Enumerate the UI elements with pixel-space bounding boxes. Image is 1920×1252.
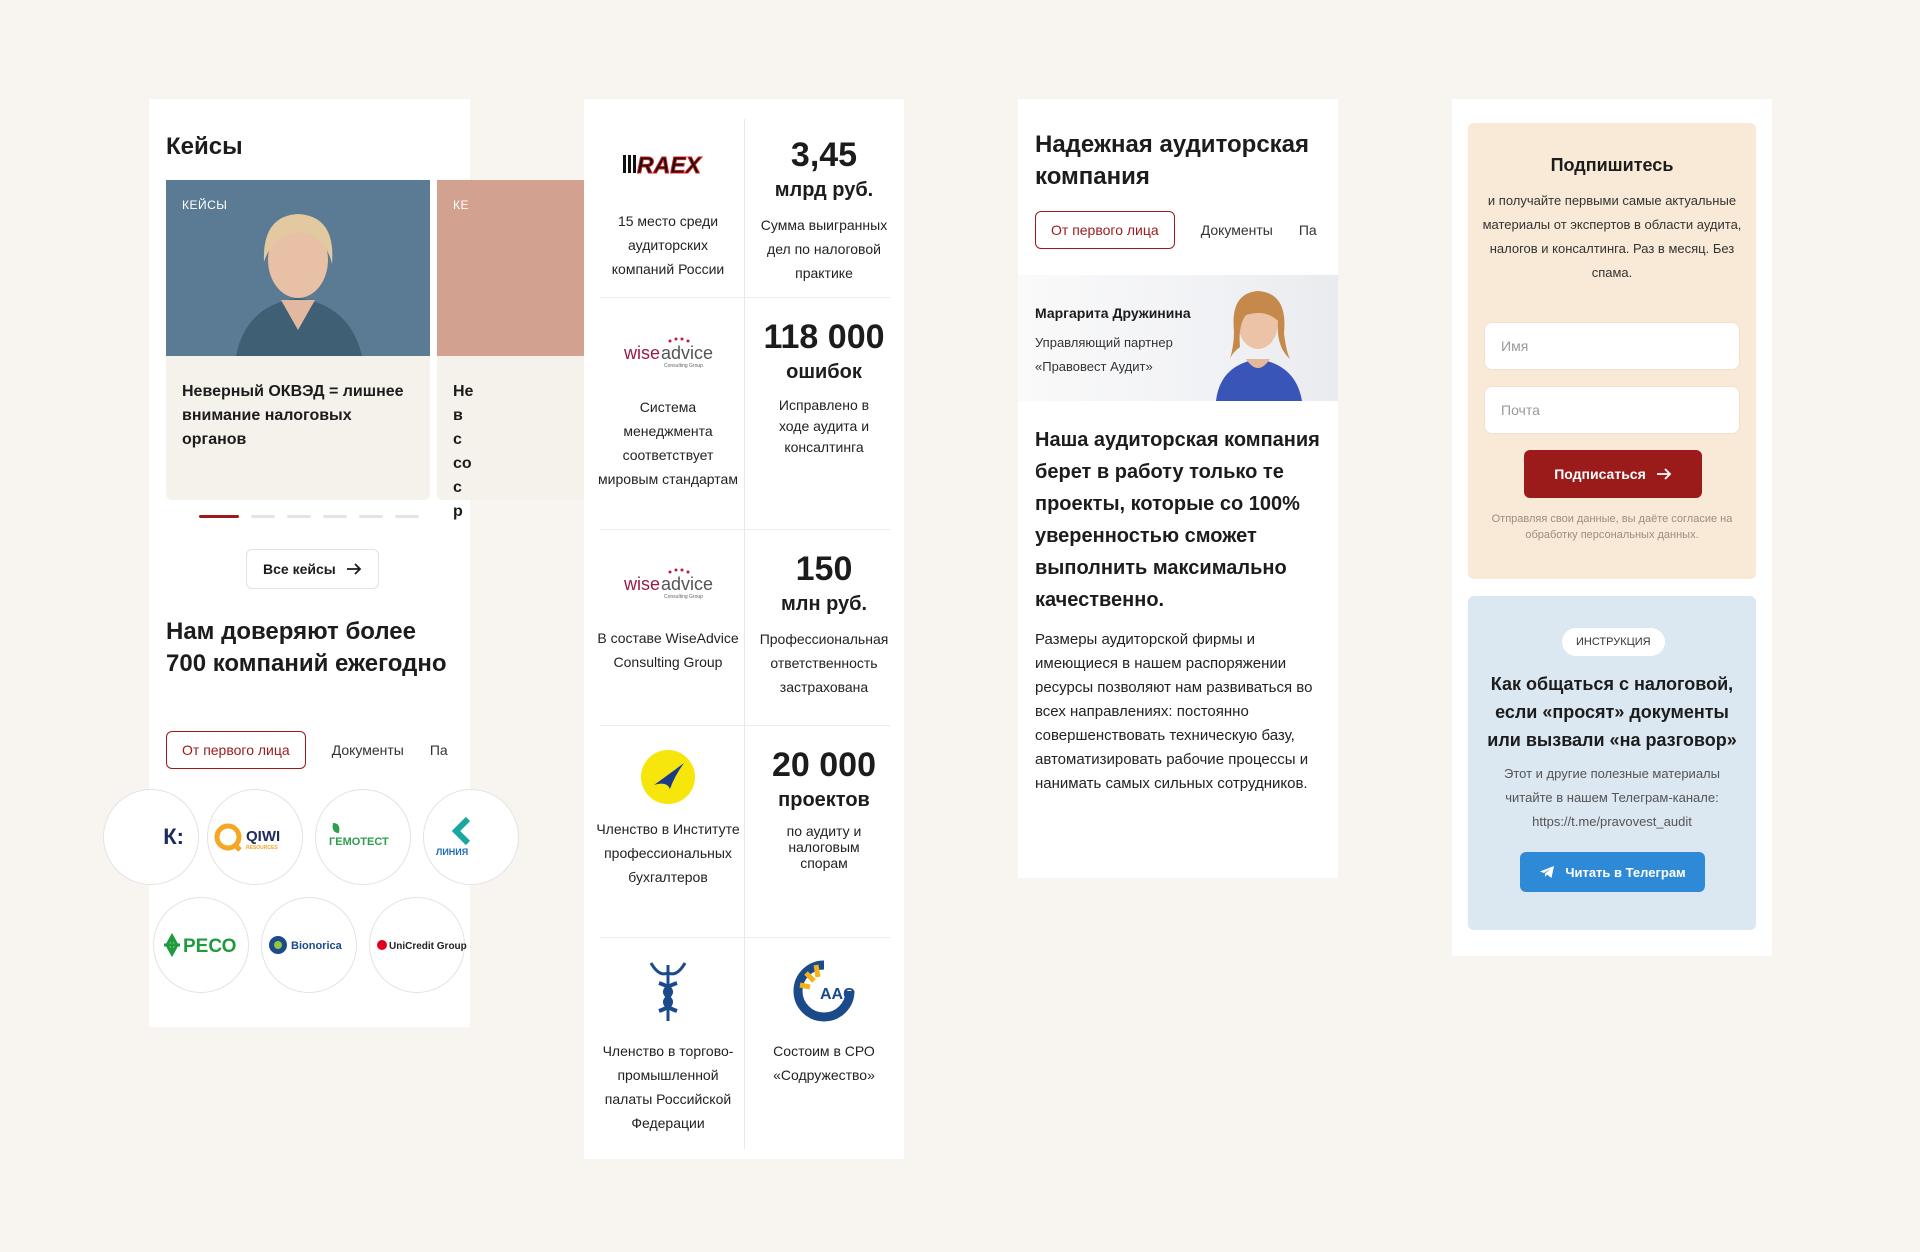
case-photo [166,180,430,356]
aac-logo-icon [792,959,856,1023]
svg-text:RESOURCES: RESOURCES [246,845,278,851]
quote-role: Управляющий партнер «Правовест Аудит» [1035,335,1173,374]
tpp-cell [594,959,742,1135]
stat-unit: млрд руб. [774,179,874,201]
telegram-icon [1539,865,1555,879]
svg-text:advice: advice [661,574,714,594]
stat-unit: проектов [778,789,870,811]
row-divider [600,297,890,298]
stat-value: 118 000 [763,318,885,356]
carousel-dots [199,515,419,518]
logo-liniya [423,789,519,885]
subscribe-button[interactable] [1524,450,1702,498]
logo-reso [153,897,249,993]
svg-text:ГЕМОТЕСТ: ГЕМОТЕСТ [329,836,389,848]
tab-documents[interactable]: Документы [331,742,404,758]
quote-card [1018,275,1338,401]
liniya-logo-icon [434,815,480,859]
stat-unit: млн руб. [780,593,868,615]
row-divider [600,529,890,530]
tab-partial[interactable]: Па [429,742,448,758]
svg-text:QIWI: QIWI [246,828,281,845]
wiseadvice-logo-icon [620,335,716,371]
case-title: Неверный ОКВЭД = лишнее внимание налоговых органов [182,383,404,448]
cases-panel [149,99,474,1027]
carousel-dot[interactable] [395,515,419,518]
unicredit-logo-icon [376,935,467,955]
svg-text:RAEX: RAEX [637,152,701,178]
row-divider [600,937,890,938]
svg-text:AAC: AAC [820,986,855,1003]
stat-value: 3,45 [790,136,858,174]
arrow-right-icon [346,563,362,575]
instruction-badge: ИНСТРУКЦИЯ [1562,628,1665,656]
wiseadvice-cell [596,335,740,491]
stat-unit: ошибок [786,361,862,383]
svg-text:UniCredit Group: UniCredit Group [389,941,467,952]
stat-cell [748,549,900,699]
company-title: Надежная аудиторская компания [1035,131,1310,190]
row-divider [600,725,890,726]
ipb-cell [596,749,740,889]
stat-cell [748,135,900,285]
email-input[interactable] [1484,386,1740,434]
name-input[interactable] [1484,322,1740,370]
wiseadvice-desc: Система менеджмента соответствует мировым стандартам [598,399,738,487]
company-tabs [1035,211,1317,249]
company-lead: Наша аудиторская компания берет в работу только те проекты, которые со 100% уверенностью сможет выполнить максимально качественно. [1035,429,1320,611]
carousel-dot-active[interactable] [199,515,239,518]
telegram-button-label: Читать в Телеграм [1565,864,1686,880]
instruction-box [1468,596,1756,930]
carousel-dot[interactable] [251,515,275,518]
stat-cell [748,317,900,458]
tab-first-person[interactable]: От первого лица [1035,211,1175,249]
telegram-button[interactable] [1520,852,1705,892]
logo-unicredit [369,897,465,993]
stat-desc: Профессиональная ответственность застрахована [759,631,889,695]
ipb-logo-icon [640,749,696,805]
sro-desc: Состоим в СРО «Содружество» [773,1043,875,1083]
bionorica-logo-icon [269,933,349,957]
arrow-right-icon [1656,468,1672,480]
stat-desc: по аудиту и налоговым спорам [786,823,862,871]
raex-cell [596,151,740,281]
stat-desc: Исправлено в ходе аудита и консалтинга [778,397,870,455]
svg-text:ЛИНИЯ: ЛИНИЯ [436,847,469,857]
cases-title: Кейсы [166,133,243,160]
tab-partial[interactable]: Па [1298,222,1317,238]
logo-client-1: К: [103,789,199,885]
svg-text:wise: wise [624,574,661,594]
instruction-title: Как общаться с налоговой, если «просят» документы или вызвали «на разговор» [1487,674,1737,750]
subscribe-panel [1452,99,1772,956]
company-panel [1018,99,1338,878]
case-title: Не в с со с р [453,383,474,520]
case-tag: КЕЙСЫ [182,198,228,212]
tpp-desc: Членство в торгово-промышленной палаты Российской Федерации [602,1043,734,1131]
wiseadvice-logo-icon [620,566,716,602]
subscribe-desc: и получайте первыми самые актуальные материалы от экспертов в области аудита, налогов и консалтинга. Раз в месяц. Без спама. [1482,193,1742,280]
qiwi-logo-icon [214,817,296,857]
logo-qiwi [207,789,303,885]
sro-cell [748,959,900,1087]
svg-text:Consulting Group: Consulting Group [664,594,703,600]
carousel-dot[interactable] [359,515,383,518]
trust-title: Нам доверяют более 700 компаний ежегодно [166,618,447,677]
raex-logo-icon [623,151,713,177]
wiseadvice-group-desc: В составе WiseAdvice Consulting Group [597,630,739,670]
stat-desc: Сумма выигранных дел по налоговой практике [760,217,888,281]
subscribe-box [1468,123,1756,579]
quote-name: Маргарита Дружинина [1035,305,1191,321]
logo-gemotest [315,789,411,885]
case-tag: КЕ [453,198,469,212]
tab-documents[interactable]: Документы [1200,222,1273,238]
subscribe-title: Подпишитесь [1550,155,1674,175]
partner-portrait-image [1206,281,1310,401]
case-card[interactable] [166,180,430,500]
svg-text:wise: wise [624,343,661,363]
all-cases-button[interactable] [246,549,379,589]
gemotest-logo-icon [321,819,405,855]
instruction-desc: Этот и другие полезные материалы читайте в нашем Телеграм-канале: https://t.me/pravovest_audit [1504,766,1720,829]
logo-bionorica [261,897,357,993]
carousel-dot[interactable] [323,515,347,518]
raex-desc: 15 место среди аудиторских компаний России [611,213,725,277]
subscribe-button-label: Подписаться [1554,466,1646,482]
svg-text:Bionorica: Bionorica [291,940,342,952]
carousel-dot[interactable] [287,515,311,518]
all-cases-label: Все кейсы [263,561,336,577]
stat-value: 150 [795,550,853,588]
privacy-note: Отправляя свои данные, вы даёте согласие на обработку персональных данных. [1491,513,1733,541]
company-body: Размеры аудиторской фирмы и имеющиеся в нашем распоряжении ресурсы позволяют нам развиваться во всех направлениях: постоянно совершенствовать техническую базу, автоматизировать рабочие процессы и нанимать самых сильных сотрудников. [1035,631,1313,792]
column-divider [744,119,745,1149]
svg-text:Consulting Group: Consulting Group [664,363,703,369]
ipb-desc: Членство в Институте профессиональных бухгалтеров [596,821,740,885]
stat-cell [748,745,900,871]
wiseadvice-group-cell [596,566,740,674]
reso-logo-icon [161,930,241,960]
tab-first-person[interactable]: От первого лица [166,731,306,769]
svg-text:advice: advice [661,343,714,363]
svg-text:РЕСО: РЕСО [183,936,237,957]
achievements-panel [584,99,904,1159]
trust-tabs [166,731,448,769]
tpp-logo-icon [645,959,691,1023]
stat-value: 20 000 [772,746,876,784]
